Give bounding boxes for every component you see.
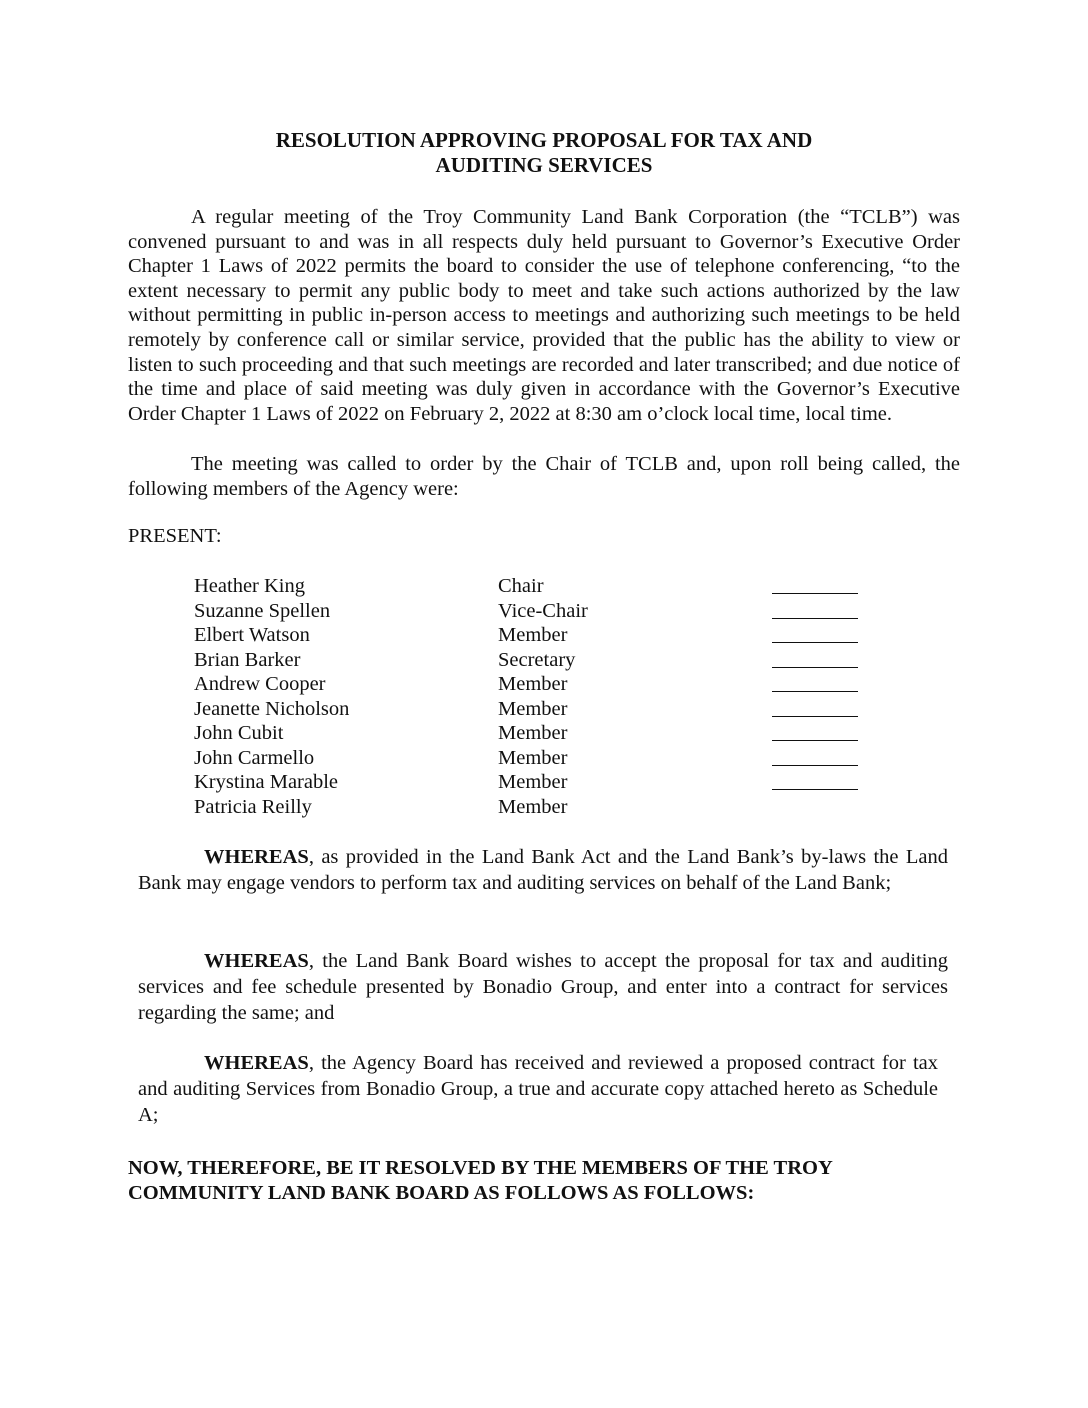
member-role: Member <box>498 673 568 695</box>
member-role: Vice-Chair <box>498 599 588 622</box>
member-name: Jeanette Nicholson <box>194 697 350 720</box>
roster-row <box>194 697 894 722</box>
attendance-blank-line[interactable] <box>772 672 858 692</box>
roster-row <box>194 721 894 746</box>
roll-call-paragraph: The meeting was called to order by the Chair of TCLB and, upon roll being called, the following members of the Agency were: <box>128 453 960 500</box>
member-name: Krystina Marable <box>194 771 339 793</box>
roster-row <box>194 770 894 795</box>
whereas-clause-1 <box>138 844 948 896</box>
member-role: Chair <box>498 575 544 597</box>
member-role: Member <box>498 697 568 720</box>
attendance-roster <box>194 574 894 819</box>
member-role: Member <box>498 771 568 793</box>
whereas-text: , the Agency Board has received and reviewed a proposed contract for tax and auditing Services from Bonadio Group, a true and accurate copy attached hereto as Schedule A; <box>138 1052 938 1126</box>
whereas-clause-2 <box>138 948 948 1026</box>
member-name: Brian Barker <box>194 648 301 671</box>
member-role: Secretary <box>498 648 576 671</box>
member-role: Member <box>498 746 568 769</box>
member-role: Member <box>498 722 568 744</box>
roster-row <box>194 672 894 697</box>
whereas-keyword: WHEREAS <box>204 846 309 868</box>
member-role: Member <box>498 795 568 818</box>
attendance-blank-line[interactable] <box>772 697 858 717</box>
attendance-blank-line[interactable] <box>772 721 858 741</box>
member-name: John Carmello <box>194 746 315 769</box>
whereas-keyword: WHEREAS <box>204 1052 309 1074</box>
resolved-heading <box>128 1156 960 1206</box>
resolved-line-2: COMMUNITY LAND BANK BOARD AS FOLLOWS AS FOLLOWS: <box>128 1182 755 1204</box>
resolved-line-1: NOW, THEREFORE, BE IT RESOLVED BY THE MEMBERS OF THE TROY <box>128 1157 833 1179</box>
whereas-clause-3 <box>138 1050 938 1128</box>
attendance-blank-line[interactable] <box>772 648 858 668</box>
present-label: PRESENT: <box>128 525 222 547</box>
member-name: Elbert Watson <box>194 624 310 646</box>
member-name: Heather King <box>194 575 305 597</box>
attendance-blank-line[interactable] <box>772 623 858 643</box>
whereas-text: , the Land Bank Board wishes to accept the proposal for tax and auditing services and fee schedule presented by Bonadio Group, and enter into a contract for services regarding the same; and <box>138 950 948 1024</box>
roster-row <box>194 746 894 771</box>
member-name: Suzanne Spellen <box>194 599 331 622</box>
roster-row <box>194 648 894 673</box>
title-line-1: RESOLUTION APPROVING PROPOSAL FOR TAX AND <box>275 128 813 152</box>
intro-paragraph: A regular meeting of the Troy Community Land Bank Corporation (the “TCLB”) was convened pursuant to and was in all respects duly held pursuant to Governor’s Executive Order Chapter 1 Laws of 2022 permits the board to consider the use of telephone conferencing, “to the extent necessary to permit any public body to meet and take such actions authorized by the law without permitting in public in-person access to meetings and authorizing such meetings to be held remotely by conference call or similar service, provided that the public has the ability to view or listen to such proceeding and that such meetings are recorded and later transcribed; and due notice of the time and place of said meeting was duly given in accordance with the Governor’s Executive Order Chapter 1 Laws of 2022 on February 2, 2022 at 8:30 am o’clock local time, local time. <box>128 206 960 425</box>
roster-row <box>194 623 894 648</box>
attendance-blank-line[interactable] <box>772 770 858 790</box>
whereas-text: , as provided in the Land Bank Act and the Land Bank’s by-laws the Land Bank may engage vendors to perform tax and auditing services on behalf of the Land Bank; <box>138 846 948 894</box>
attendance-blank-line[interactable] <box>772 599 858 619</box>
title-line-2: AUDITING SERVICES <box>435 153 653 177</box>
member-role: Member <box>498 624 568 646</box>
roster-row <box>194 599 894 624</box>
whereas-keyword: WHEREAS <box>204 950 309 972</box>
member-name: Patricia Reilly <box>194 795 312 818</box>
member-name: Andrew Cooper <box>194 673 326 695</box>
roster-row <box>194 574 894 599</box>
roster-row <box>194 795 894 820</box>
attendance-blank-line[interactable] <box>772 746 858 766</box>
member-name: John Cubit <box>194 722 284 744</box>
document-title <box>128 128 960 178</box>
attendance-blank-line[interactable] <box>772 574 858 594</box>
